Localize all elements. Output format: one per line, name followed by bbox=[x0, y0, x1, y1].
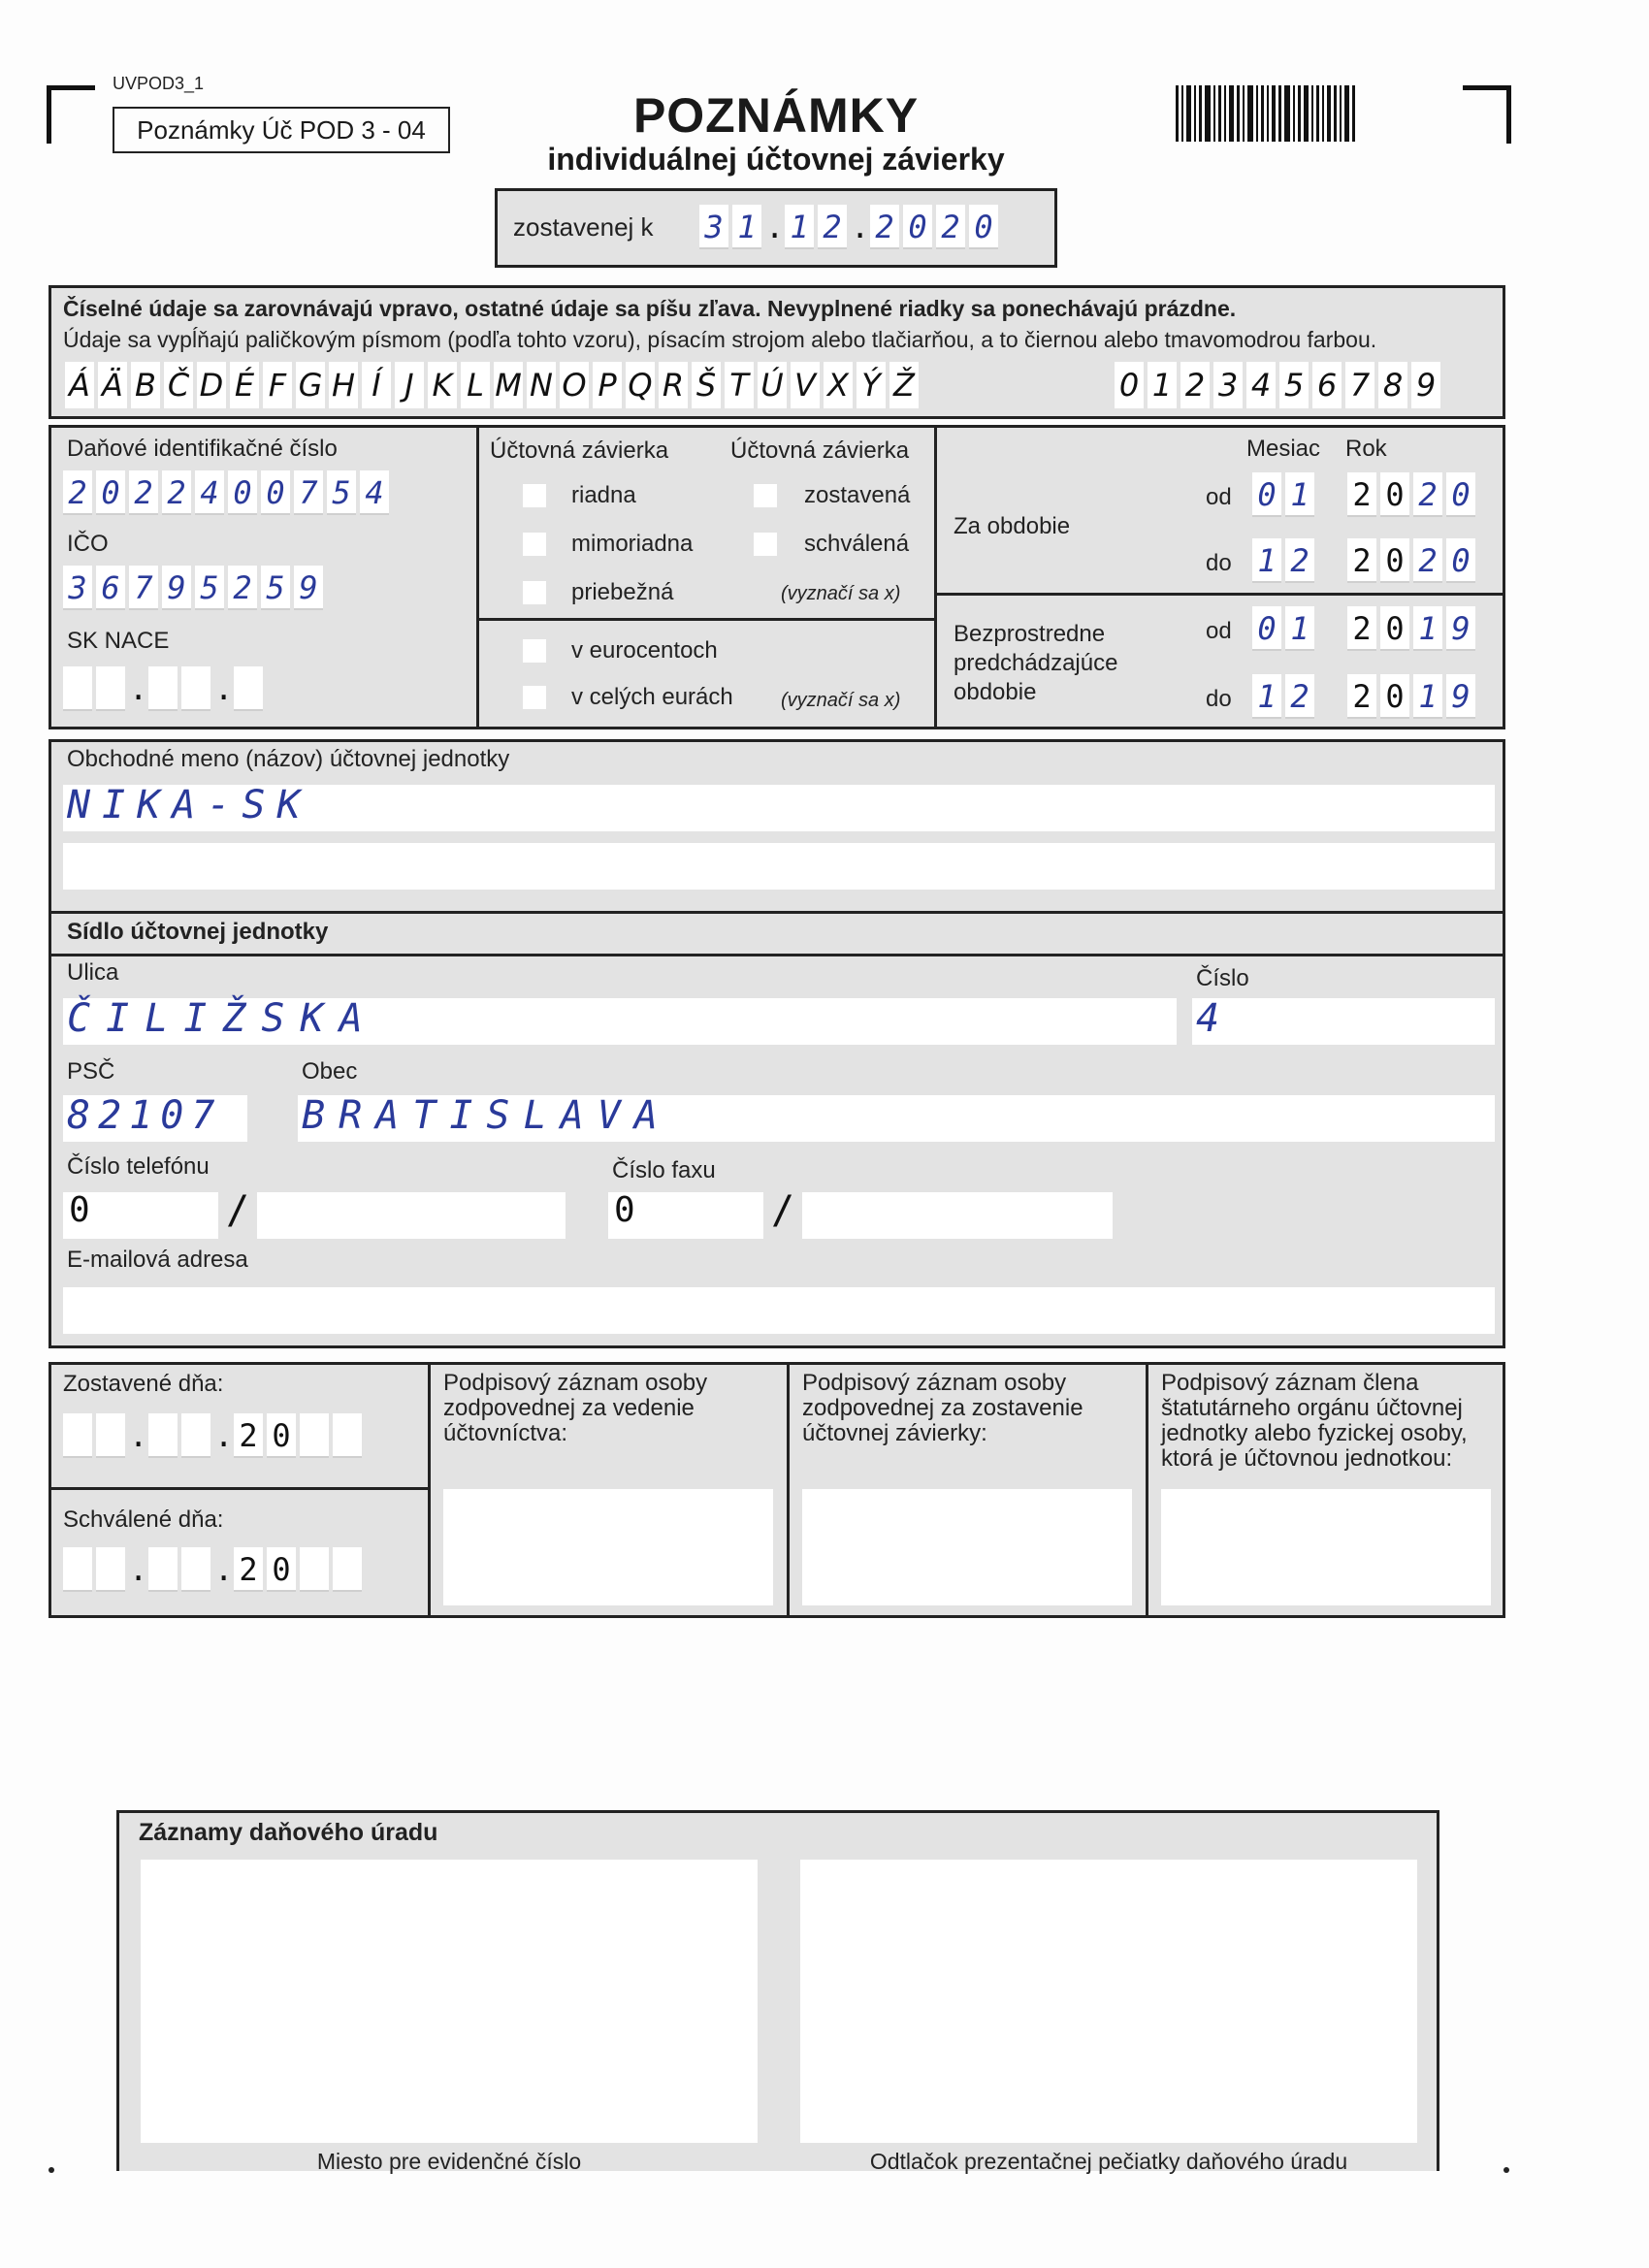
prev-from-label: od bbox=[1206, 618, 1232, 644]
prev-to-label: do bbox=[1206, 686, 1232, 712]
date-digit[interactable]: 1 bbox=[732, 205, 761, 249]
nace-digit[interactable] bbox=[181, 666, 210, 711]
signature-3-label: Podpisový záznam člena štatutárneho orgánu účtovnej jednotky alebo fyzickej osoby, ktorá je účtovnou jednotkou: bbox=[1161, 1370, 1468, 1472]
year-digit[interactable]: 9 bbox=[1446, 674, 1475, 719]
barcode bbox=[1176, 85, 1355, 142]
ico-label: IČO bbox=[67, 531, 109, 557]
ico-digit[interactable]: 5 bbox=[261, 566, 290, 610]
month-label: Mesiac bbox=[1246, 436, 1321, 462]
prev-to-year bbox=[1347, 674, 1475, 719]
mark-note: (vyznačí sa x) bbox=[781, 583, 901, 604]
period-to-label: do bbox=[1206, 550, 1232, 576]
prev-period-label: Bezprostredne predchádzajúce obdobie bbox=[954, 621, 1118, 705]
signature-3-field[interactable] bbox=[1161, 1489, 1491, 1605]
approved-on-label: Schválené dňa: bbox=[63, 1507, 224, 1533]
dic-label: Daňové identifikačné číslo bbox=[67, 436, 338, 462]
city-value: BRATISLAVA bbox=[302, 1093, 671, 1138]
year-digit[interactable]: 2 bbox=[1347, 674, 1376, 719]
year-digit[interactable] bbox=[300, 1413, 329, 1458]
ico-digit[interactable]: 5 bbox=[195, 566, 224, 610]
closing-state-zostavena: zostavená bbox=[804, 482, 911, 508]
year-digit[interactable]: 0 bbox=[1446, 538, 1475, 583]
year-digit[interactable]: 0 bbox=[1380, 606, 1409, 651]
nace-separator: . bbox=[214, 670, 234, 707]
checkbox-mimoriadna[interactable] bbox=[523, 533, 546, 556]
date-digit[interactable]: 2 bbox=[936, 205, 965, 249]
email-label: E-mailová adresa bbox=[67, 1247, 248, 1273]
alignment-mark-left bbox=[48, 2167, 54, 2173]
year-digit[interactable]: 2 bbox=[234, 1547, 263, 1592]
nace-digit[interactable] bbox=[63, 666, 92, 711]
sample-digits: 0 1 2 3 4 5 6 7 8 9 bbox=[1115, 362, 1440, 408]
compiled-date-box bbox=[495, 188, 1057, 268]
entity-panel bbox=[48, 739, 1505, 1348]
checkbox-schvalena[interactable] bbox=[754, 533, 777, 556]
entity-name-value: NIKA-SK bbox=[67, 783, 312, 827]
dic-digit[interactable]: 4 bbox=[195, 470, 224, 515]
signatures-panel bbox=[48, 1362, 1505, 1618]
year-digit[interactable]: 0 bbox=[1380, 538, 1409, 583]
year-digit[interactable]: 0 bbox=[1446, 472, 1475, 517]
year-digit[interactable]: 2 bbox=[234, 1413, 263, 1458]
month-digit[interactable] bbox=[181, 1547, 210, 1592]
form-label: Poznámky Úč POD 3 - 04 bbox=[113, 107, 450, 153]
fax-number-field[interactable] bbox=[802, 1192, 1113, 1239]
number-label: Číslo bbox=[1196, 965, 1249, 991]
dic-digit[interactable]: 2 bbox=[129, 470, 158, 515]
street-value: ČILIŽSKA bbox=[67, 996, 378, 1041]
nace-cells bbox=[63, 666, 263, 711]
registration-corner-left bbox=[47, 85, 95, 144]
prev-from-year bbox=[1347, 606, 1475, 651]
fax-prefix: 0 bbox=[614, 1190, 635, 1230]
signature-1-field[interactable] bbox=[443, 1489, 773, 1605]
ico-digit[interactable]: 2 bbox=[228, 566, 257, 610]
nace-digit[interactable] bbox=[234, 666, 263, 711]
month-digit[interactable]: 1 bbox=[1285, 472, 1314, 517]
identification-panel bbox=[48, 425, 1505, 729]
mark-note-2: (vyznačí sa x) bbox=[781, 690, 901, 711]
registration-number-field[interactable] bbox=[141, 1860, 758, 2143]
ico-digit[interactable]: 9 bbox=[294, 566, 323, 610]
prev-from-month bbox=[1252, 606, 1314, 651]
year-digit[interactable]: 2 bbox=[1413, 472, 1442, 517]
day-digit[interactable] bbox=[96, 1547, 125, 1592]
closing-type-priebezna: priebežná bbox=[571, 579, 674, 605]
street-label: Ulica bbox=[67, 959, 119, 986]
ico-digit[interactable]: 7 bbox=[129, 566, 158, 610]
month-digit[interactable]: 1 bbox=[1252, 538, 1281, 583]
day-digit[interactable] bbox=[63, 1413, 92, 1458]
entity-name-field-2[interactable] bbox=[63, 843, 1495, 890]
period-label: Za obdobie bbox=[954, 513, 1071, 539]
nace-digit[interactable] bbox=[96, 666, 125, 711]
phone-label: Číslo telefónu bbox=[67, 1153, 210, 1180]
month-digit[interactable]: 0 bbox=[1252, 606, 1281, 651]
dic-digit[interactable]: 4 bbox=[360, 470, 389, 515]
month-digit[interactable]: 0 bbox=[1252, 472, 1281, 517]
form-code: UVPOD3_1 bbox=[113, 74, 205, 93]
page-title: POZNÁMKY bbox=[632, 88, 920, 143]
instructions-line-1: Číselné údaje sa zarovnávajú vpravo, ostatné údaje sa píšu zľava. Nevyplnené riadky sa ponechávajú prázdne. bbox=[63, 296, 1237, 321]
dic-digit[interactable]: 2 bbox=[63, 470, 92, 515]
number-field[interactable] bbox=[1192, 998, 1495, 1045]
phone-slash: / bbox=[226, 1188, 250, 1233]
year-digit[interactable]: 0 bbox=[1380, 674, 1409, 719]
year-digit[interactable]: 0 bbox=[1380, 472, 1409, 517]
dic-cells bbox=[63, 470, 389, 515]
closing-state-label: Účtovná závierka bbox=[730, 437, 910, 464]
year-digit[interactable]: 1 bbox=[1413, 606, 1442, 651]
checkbox-priebezna[interactable] bbox=[523, 581, 546, 604]
checkbox-eurocenty[interactable] bbox=[523, 639, 546, 663]
phone-number-field[interactable] bbox=[257, 1192, 566, 1239]
year-digit[interactable]: 2 bbox=[1347, 472, 1376, 517]
date-separator: . bbox=[214, 1551, 234, 1588]
signature-2-field[interactable] bbox=[802, 1489, 1132, 1605]
date-digit[interactable]: 3 bbox=[699, 205, 728, 249]
closing-type-label: Účtovná závierka bbox=[490, 437, 669, 464]
instructions-line-2: Údaje sa vypĺňajú paličkovým písmom (podľa tohto vzoru), písacím strojom alebo tlačiarňou, a to čiernou alebo tmavomodrou farbou. bbox=[63, 327, 1377, 352]
day-digit[interactable] bbox=[96, 1413, 125, 1458]
year-label: Rok bbox=[1345, 436, 1387, 462]
year-digit[interactable]: 0 bbox=[267, 1413, 296, 1458]
month-digit[interactable]: 2 bbox=[1285, 674, 1314, 719]
entity-name-label: Obchodné meno (názov) účtovnej jednotky bbox=[67, 746, 510, 772]
checkbox-zostavena[interactable] bbox=[754, 484, 777, 507]
date-separator: . bbox=[129, 1551, 148, 1588]
nace-label: SK NACE bbox=[67, 628, 170, 654]
approved-on-cells bbox=[63, 1547, 362, 1592]
year-digit[interactable]: 0 bbox=[267, 1547, 296, 1592]
year-digit[interactable]: 2 bbox=[1347, 606, 1376, 651]
currency-cele-eura: v celých eurách bbox=[571, 684, 733, 710]
ico-digit[interactable]: 6 bbox=[96, 566, 125, 610]
currency-eurocenty: v eurocentoch bbox=[571, 637, 718, 664]
checkbox-riadna[interactable] bbox=[523, 484, 546, 507]
date-digit[interactable]: 0 bbox=[903, 205, 932, 249]
period-to-month bbox=[1252, 538, 1314, 583]
page-subtitle: individuálnej účtovnej závierky bbox=[547, 142, 1005, 177]
closing-type-mimoriadna: mimoriadna bbox=[571, 531, 694, 557]
fax-slash: / bbox=[771, 1188, 795, 1233]
instructions-panel bbox=[48, 285, 1505, 419]
nace-digit[interactable] bbox=[148, 666, 178, 711]
city-label: Obec bbox=[302, 1058, 358, 1085]
period-from-month bbox=[1252, 472, 1314, 517]
ico-digit[interactable]: 3 bbox=[63, 566, 92, 610]
year-digit[interactable]: 9 bbox=[1446, 606, 1475, 651]
year-digit[interactable]: 2 bbox=[1347, 538, 1376, 583]
date-separator: . bbox=[214, 1417, 234, 1454]
day-digit[interactable] bbox=[63, 1547, 92, 1592]
seat-label: Sídlo účtovnej jednotky bbox=[67, 919, 329, 945]
year-digit[interactable] bbox=[333, 1413, 362, 1458]
date-digit[interactable]: 2 bbox=[870, 205, 899, 249]
dic-digit[interactable]: 5 bbox=[327, 470, 356, 515]
registration-number-caption: Miesto pre evidenčné číslo bbox=[316, 2149, 582, 2174]
compiled-date-label: zostavenej k bbox=[513, 212, 654, 242]
date-digit[interactable]: 1 bbox=[785, 205, 814, 249]
month-digit[interactable]: 1 bbox=[1252, 674, 1281, 719]
closing-state-schvalena: schválená bbox=[804, 531, 910, 557]
ico-cells bbox=[63, 566, 323, 610]
ico-digit[interactable]: 9 bbox=[162, 566, 191, 610]
month-digit[interactable] bbox=[148, 1413, 178, 1458]
closing-type-riadna: riadna bbox=[571, 482, 636, 508]
date-separator: . bbox=[129, 1417, 148, 1454]
tax-office-title: Záznamy daňového úradu bbox=[139, 1819, 438, 1846]
checkbox-cele-eura[interactable] bbox=[523, 686, 546, 709]
date-digit[interactable]: 2 bbox=[818, 205, 847, 249]
month-digit[interactable] bbox=[148, 1547, 178, 1592]
stamp-caption: Odtlačok prezentačnej pečiatky daňového úradu bbox=[869, 2149, 1348, 2174]
month-digit[interactable] bbox=[181, 1413, 210, 1458]
tax-office-panel bbox=[116, 1810, 1439, 2174]
date-separator: . bbox=[851, 209, 870, 245]
registration-corner-right bbox=[1463, 85, 1511, 144]
dic-digit[interactable]: 0 bbox=[228, 470, 257, 515]
psc-value: 82107 bbox=[67, 1093, 223, 1138]
number-value: 4 bbox=[1196, 996, 1220, 1041]
email-field[interactable] bbox=[63, 1287, 1495, 1334]
sample-letters: Á Ä B Č D É F G H Í J K L M N O P Q R Š T Ú V X Ý Ž bbox=[65, 362, 919, 408]
dic-digit[interactable]: 0 bbox=[261, 470, 290, 515]
date-separator: . bbox=[765, 209, 785, 245]
date-digit[interactable]: 0 bbox=[969, 205, 998, 249]
compiled-date-cells bbox=[699, 205, 998, 249]
period-from-label: od bbox=[1206, 484, 1232, 510]
fax-label: Číslo faxu bbox=[612, 1157, 716, 1183]
dic-digit[interactable]: 0 bbox=[96, 470, 125, 515]
prev-to-month bbox=[1252, 674, 1314, 719]
signature-2-label: Podpisový záznam osoby zodpovednej za zostavenie účtovnej závierky: bbox=[802, 1370, 1083, 1446]
alignment-mark-right bbox=[1504, 2167, 1509, 2173]
phone-prefix: 0 bbox=[69, 1190, 90, 1230]
period-from-year bbox=[1347, 472, 1475, 517]
year-digit[interactable] bbox=[300, 1547, 329, 1592]
year-digit[interactable]: 2 bbox=[1413, 538, 1442, 583]
compiled-on-label: Zostavené dňa: bbox=[63, 1371, 224, 1397]
stamp-field[interactable] bbox=[800, 1860, 1417, 2143]
year-digit[interactable]: 1 bbox=[1413, 674, 1442, 719]
dic-digit[interactable]: 2 bbox=[162, 470, 191, 515]
psc-label: PSČ bbox=[67, 1058, 115, 1085]
dic-digit[interactable]: 7 bbox=[294, 470, 323, 515]
nace-separator: . bbox=[129, 670, 148, 707]
period-to-year bbox=[1347, 538, 1475, 583]
signature-1-label: Podpisový záznam osoby zodpovednej za vedenie účtovníctva: bbox=[443, 1370, 708, 1446]
compiled-on-cells bbox=[63, 1413, 362, 1458]
year-digit[interactable] bbox=[333, 1547, 362, 1592]
month-digit[interactable]: 1 bbox=[1285, 606, 1314, 651]
month-digit[interactable]: 2 bbox=[1285, 538, 1314, 583]
